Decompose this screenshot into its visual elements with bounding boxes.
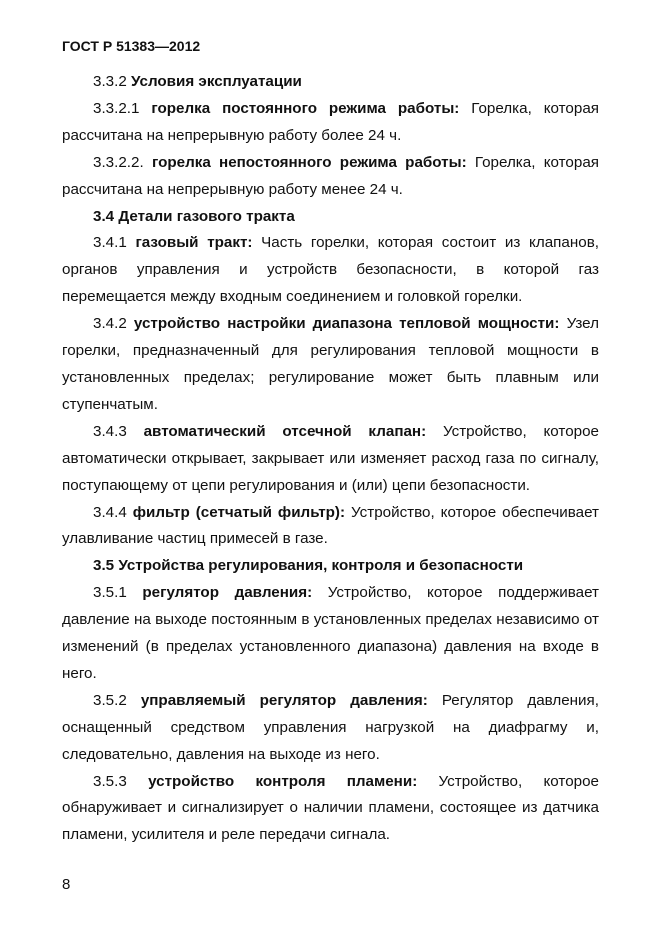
term: управляемый регулятор давления: (140, 691, 428, 709)
term: устройство контроля пламени: (148, 772, 418, 790)
term-definition-3-3-2-2 (62, 150, 599, 204)
section-3-3-2-heading (62, 69, 599, 96)
section-title: Условия эксплуатации (131, 73, 302, 90)
term: фильтр (сетчатый фильтр): (132, 503, 346, 521)
term-definition-3-5-1 (62, 580, 599, 688)
definition: Устройство, которое поддерживает давление на выходе постоянным в установленных пределах независимо от изменений (в пределах установленного диапазона) давления на входе в него. (62, 584, 599, 682)
page-number: 8 (62, 876, 71, 893)
section-number: 3.5.1 (93, 584, 127, 602)
term: регулятор давления: (142, 584, 313, 602)
section-number: 3.5.2 (93, 691, 127, 709)
term-definition-3-3-2-1 (62, 96, 599, 150)
section-number: 3.5.3 (93, 772, 127, 790)
definition: Устройство, которое обеспечивает улавливание частиц примесей в газе. (62, 503, 599, 548)
section-number: 3.4 (93, 207, 115, 225)
term: устройство настройки диапазона тепловой мощности: (133, 315, 560, 333)
section-number: 3.4.3 (93, 422, 127, 440)
term: горелка постоянного режима работы: (151, 99, 460, 117)
definition: Часть горелки, которая состоит из клапанов, органов управления и устройств безопасности, в которой газ перемещается между входным соединением и головкой горелки. (62, 234, 599, 306)
section-number: 3.3.2.1 (93, 99, 140, 117)
section-3-5-heading (62, 553, 599, 580)
term-definition-3-4-1 (62, 230, 599, 311)
definition: Регулятор давления, оснащенный средством управления нагрузкой на диафрагму и, следовательно, давления на выходе из него. (62, 691, 599, 763)
term-definition-3-4-3 (62, 419, 599, 500)
section-3-4-heading (62, 204, 599, 231)
term: горелка непостоянного режима работы: (151, 153, 467, 171)
term-definition-3-5-2 (62, 688, 599, 769)
document-header: ГОСТ Р 51383—2012 (62, 38, 201, 54)
section-number: 3.4.4 (93, 503, 127, 521)
section-number: 3.5 (93, 557, 115, 575)
section-number: 3.4.1 (93, 234, 127, 252)
section-title: Детали газового тракта (118, 207, 295, 225)
term-definition-3-4-4 (62, 500, 599, 554)
term: газовый тракт: (135, 234, 253, 252)
term-definition-3-5-3 (62, 769, 599, 850)
section-title: Устройства регулирования, контроля и безопасности (118, 557, 524, 575)
section-number: 3.3.2 (93, 73, 127, 90)
definition: Горелка, которая рассчитана на непрерывную работу более 24 ч. (62, 99, 599, 144)
section-number: 3.4.2 (93, 315, 127, 333)
section-number: 3.3.2.2. (93, 153, 144, 171)
term: автоматический отсечной клапан: (143, 422, 427, 440)
definition: Устройство, которое автоматически открывает, закрывает или изменяет расход газа по сигналу, поступающему от цепи регулирования и (или) цепи безопасности. (62, 422, 599, 494)
definition: Устройство, которое обнаруживает и сигнализирует о наличии пламени, состоящее из датчика пламени, усилителя и реле передачи сигнала. (62, 772, 599, 844)
document-body (62, 69, 599, 849)
definition: Горелка, которая рассчитана на непрерывную работу менее 24 ч. (62, 153, 599, 198)
term-definition-3-4-2 (62, 311, 599, 419)
definition: Узел горелки, предназначенный для регулирования тепловой мощности в установленных пределах; регулирование может быть плавным или ступенчатым. (62, 315, 599, 413)
